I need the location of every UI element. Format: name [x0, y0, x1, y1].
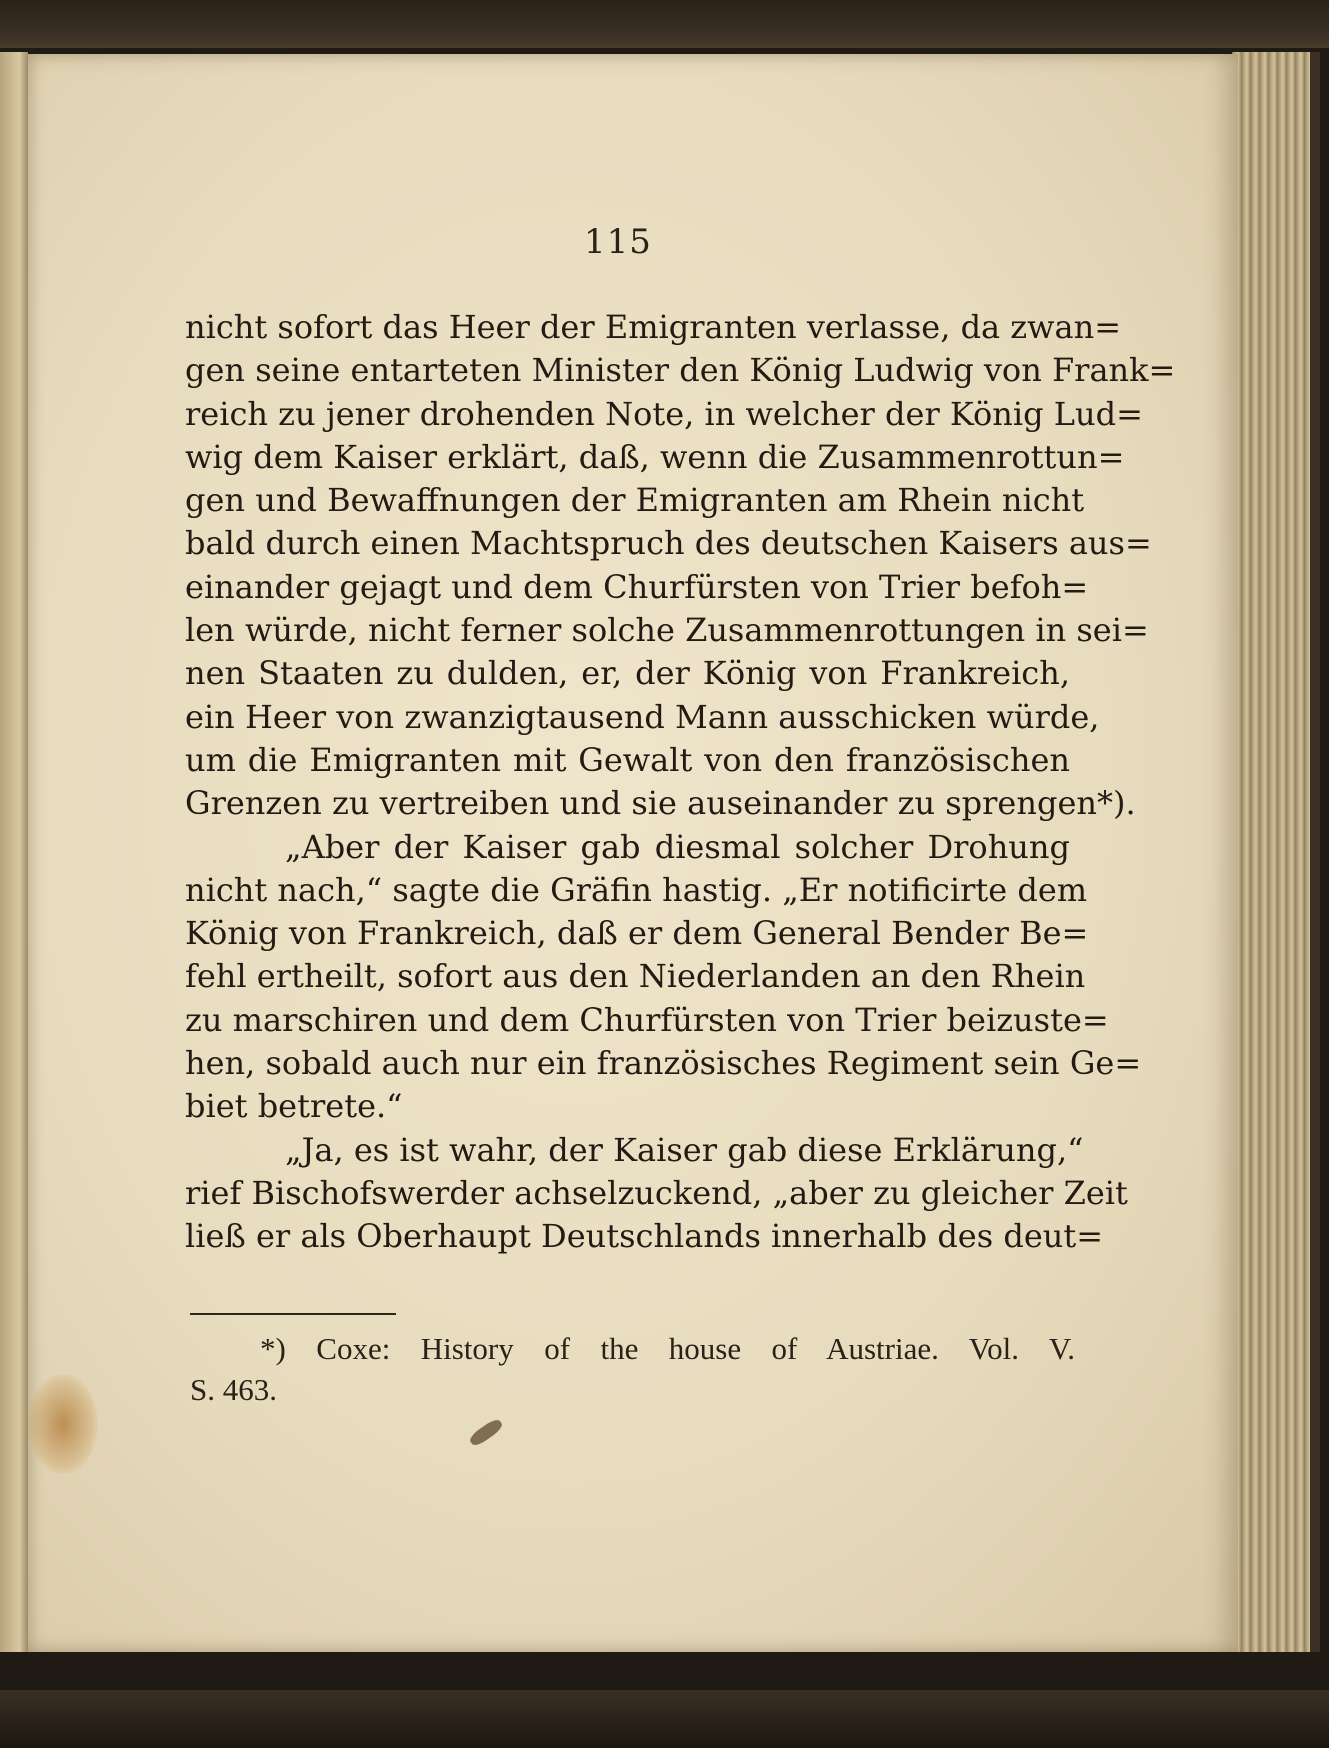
water-stain	[28, 1374, 98, 1474]
text-line: König von Frankreich, daß er dem General Bender Be=	[185, 914, 1089, 953]
text-line: rief Bischofswerder achselzuckend, „aber zu gleicher Zeit	[185, 1173, 1128, 1212]
text-line: ließ er als Oberhaupt Deutschlands innerhalb des deut=	[185, 1217, 1104, 1256]
left-page-edge	[0, 52, 28, 1652]
text-line: biet betrete.“	[185, 1087, 403, 1126]
text-line: „Aber der Kaiser gab diesmal solcher Drohung	[285, 827, 1070, 866]
text-line: nen Staaten zu dulden, er, der König von Frankreich,	[185, 654, 1070, 693]
text-line: hen, sobald auch nur ein französisches Regiment sein Ge=	[185, 1044, 1142, 1083]
text-line: Grenzen zu vertreiben und sie auseinander zu sprengen*).	[185, 784, 1136, 823]
footnote-rule	[190, 1313, 396, 1315]
text-line: um die Emigranten mit Gewalt von den französischen	[185, 740, 1070, 779]
text-line: gen seine entarteten Minister den König Ludwig von Frank=	[185, 351, 1176, 390]
text-line: zu marschiren und dem Churfürsten von Trier beizuste=	[185, 1000, 1109, 1039]
text-line: fehl ertheilt, sofort aus den Niederlanden an den Rhein	[185, 957, 1086, 996]
book-cover-top	[0, 0, 1329, 48]
text-line: nicht nach,“ sagte die Gräfin hastig. „Er notificirte dem	[185, 870, 1088, 909]
book-cover-bottom	[0, 1690, 1329, 1748]
footnote	[190, 1328, 1075, 1410]
text-line: nicht sofort das Heer der Emigranten verlasse, da zwan=	[185, 308, 1122, 346]
text-line: reich zu jener drohenden Note, in welcher der König Lud=	[185, 394, 1143, 433]
body-text	[185, 306, 1176, 1259]
footnote-line: *) Coxe: History of the house of Austriae. Vol. V.	[260, 1331, 1075, 1366]
text-line: gen und Bewaffnungen der Emigranten am Rhein nicht	[185, 481, 1085, 520]
ink-mark	[468, 1417, 505, 1448]
text-line: wig dem Kaiser erklärt, daß, wenn die Zusammenrottun=	[185, 437, 1125, 476]
page-number: 115	[584, 222, 652, 262]
text-line: „Ja, es ist wahr, der Kaiser gab diese Erklärung,“	[285, 1130, 1084, 1169]
text-line: len würde, nicht ferner solche Zusammenrottungen in sei=	[185, 611, 1149, 650]
page-stack-edge	[1232, 52, 1320, 1652]
text-line: einander gejagt und dem Churfürsten von Trier befoh=	[185, 567, 1089, 606]
footnote-line: S. 463.	[190, 1372, 277, 1407]
text-line: ein Heer von zwanzigtausend Mann ausschicken würde,	[185, 697, 1100, 736]
text-line: bald durch einen Machtspruch des deutschen Kaisers aus=	[185, 524, 1152, 563]
